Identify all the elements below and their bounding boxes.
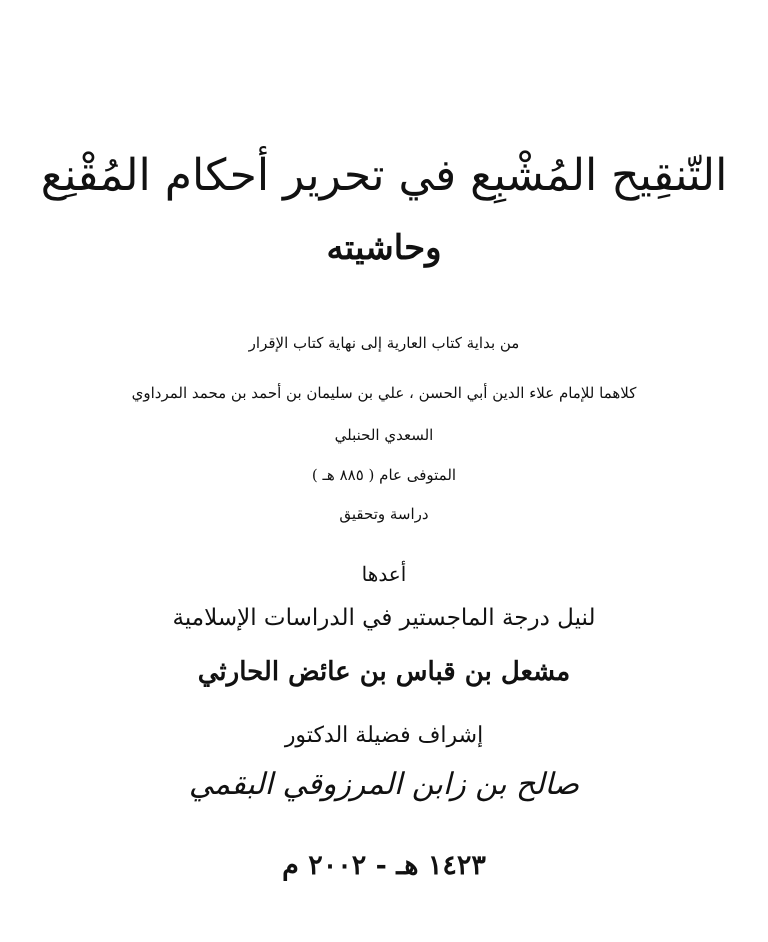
death-year: المتوفى عام ( ٨٨٥ هـ ): [311, 466, 457, 484]
student-name: مشعل بن قباس بن عائض الحارثي: [197, 657, 571, 687]
scope-text: من بداية كتاب العارية إلى نهاية كتاب الإقرار: [248, 334, 520, 352]
degree-text: لنيل درجة الماجستير في الدراسات الإسلامية: [172, 605, 596, 631]
book-subtitle: وحاشيته: [326, 228, 442, 268]
study-label: دراسة وتحقيق: [339, 505, 429, 523]
authors-line-2: السعدي الحنبلي: [334, 426, 434, 444]
authors-line-1: كلاهما للإمام علاء الدين أبي الحسن ، علي بن سليمان بن أحمد بن محمد المرداوي: [131, 384, 637, 402]
supervision-label: إشراف فضيلة الدكتور: [284, 723, 484, 748]
prepared-by-label: أعدها: [361, 562, 407, 586]
supervisor-name: صالح بن زابن المرزوقي البقمي: [188, 767, 580, 802]
book-title: التّنقِيح المُشْبِع في تحرير أحكام المُقْنِع: [40, 150, 728, 201]
date-text: ١٤٢٣ هـ - ٢٠٠٢ م: [282, 850, 486, 881]
